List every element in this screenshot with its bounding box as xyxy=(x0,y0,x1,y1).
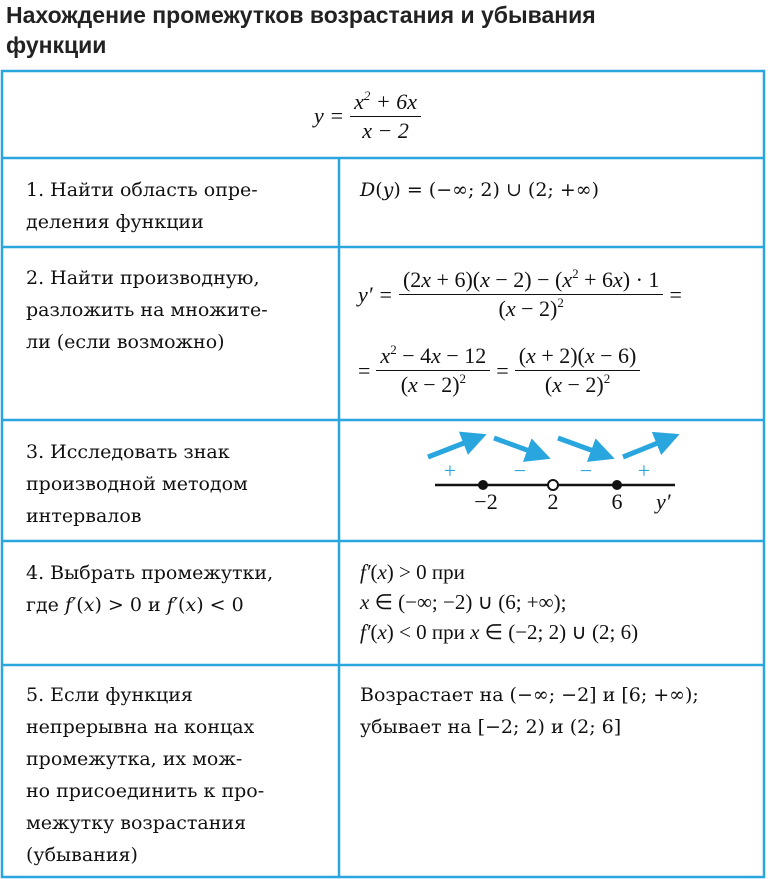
result-5-line-1: Возрастает на (−∞; −2] и [6; +∞); xyxy=(360,684,699,706)
step-4-text: 4. Выбрать промежутки, где f′(x) > 0 и f′(x) < 0 xyxy=(26,562,274,616)
sign-2: − xyxy=(513,458,527,483)
step-5-text: 5. Если функция непрерывна на концах промежутка, их мож- но присоединить к про- межутку возрастания (убывания) xyxy=(26,684,265,866)
point-label-minus-2: −2 xyxy=(474,489,498,514)
sign-1: + xyxy=(443,458,457,483)
header-formula: y = $\frac{x^2 + 6x}{x - 2}$ xyxy=(314,84,421,148)
sign-3: − xyxy=(579,458,593,483)
step-3-text: 3. Исследовать знак производной методом интервалов xyxy=(26,441,248,527)
derivative-line-1: y′ = $\frac{(2x + 6)(x - 2) - (x^2 + 6x) \cdot 1}{(x - 2)^2}$ = xyxy=(358,266,682,321)
axis-label: y′ xyxy=(656,489,671,514)
number-line xyxy=(340,421,764,539)
result-1: D(y) = (−∞; 2) ∪ (2; +∞) xyxy=(360,179,600,201)
point-label-2: 2 xyxy=(547,489,559,514)
result-5-line-2: убывает на [−2; 2) и (2; 6] xyxy=(360,716,622,738)
point-label-6: 6 xyxy=(611,489,623,514)
result-4: f′(x) > 0 при x ∈ (−∞; −2) ∪ (6; +∞); f′(x) < 0 при x ∈ (−2; 2) ∪ (2; 6) xyxy=(360,560,639,644)
trend-arrow-1 xyxy=(428,436,482,457)
trend-arrow-4 xyxy=(623,436,675,457)
trend-arrows xyxy=(428,436,675,457)
trend-arrow-3 xyxy=(558,438,610,457)
page-title: Нахождение промежутков возрастания и убывания функции xyxy=(6,2,596,58)
trend-arrow-2 xyxy=(494,438,546,457)
result-5 xyxy=(360,679,760,743)
step-1-text: 1. Найти область опре- деления функции xyxy=(26,179,258,233)
step-2-text: 2. Найти производную, разложить на множите- ли (если возможно) xyxy=(26,267,268,353)
derivative-line-2: = $\frac{x^2 - 4x - 12}{(x - 2)^2}$ = $\frac{(x + 2)(x - 6)}{(x - 2)^2}$ xyxy=(358,342,640,399)
sign-4: + xyxy=(637,458,651,483)
